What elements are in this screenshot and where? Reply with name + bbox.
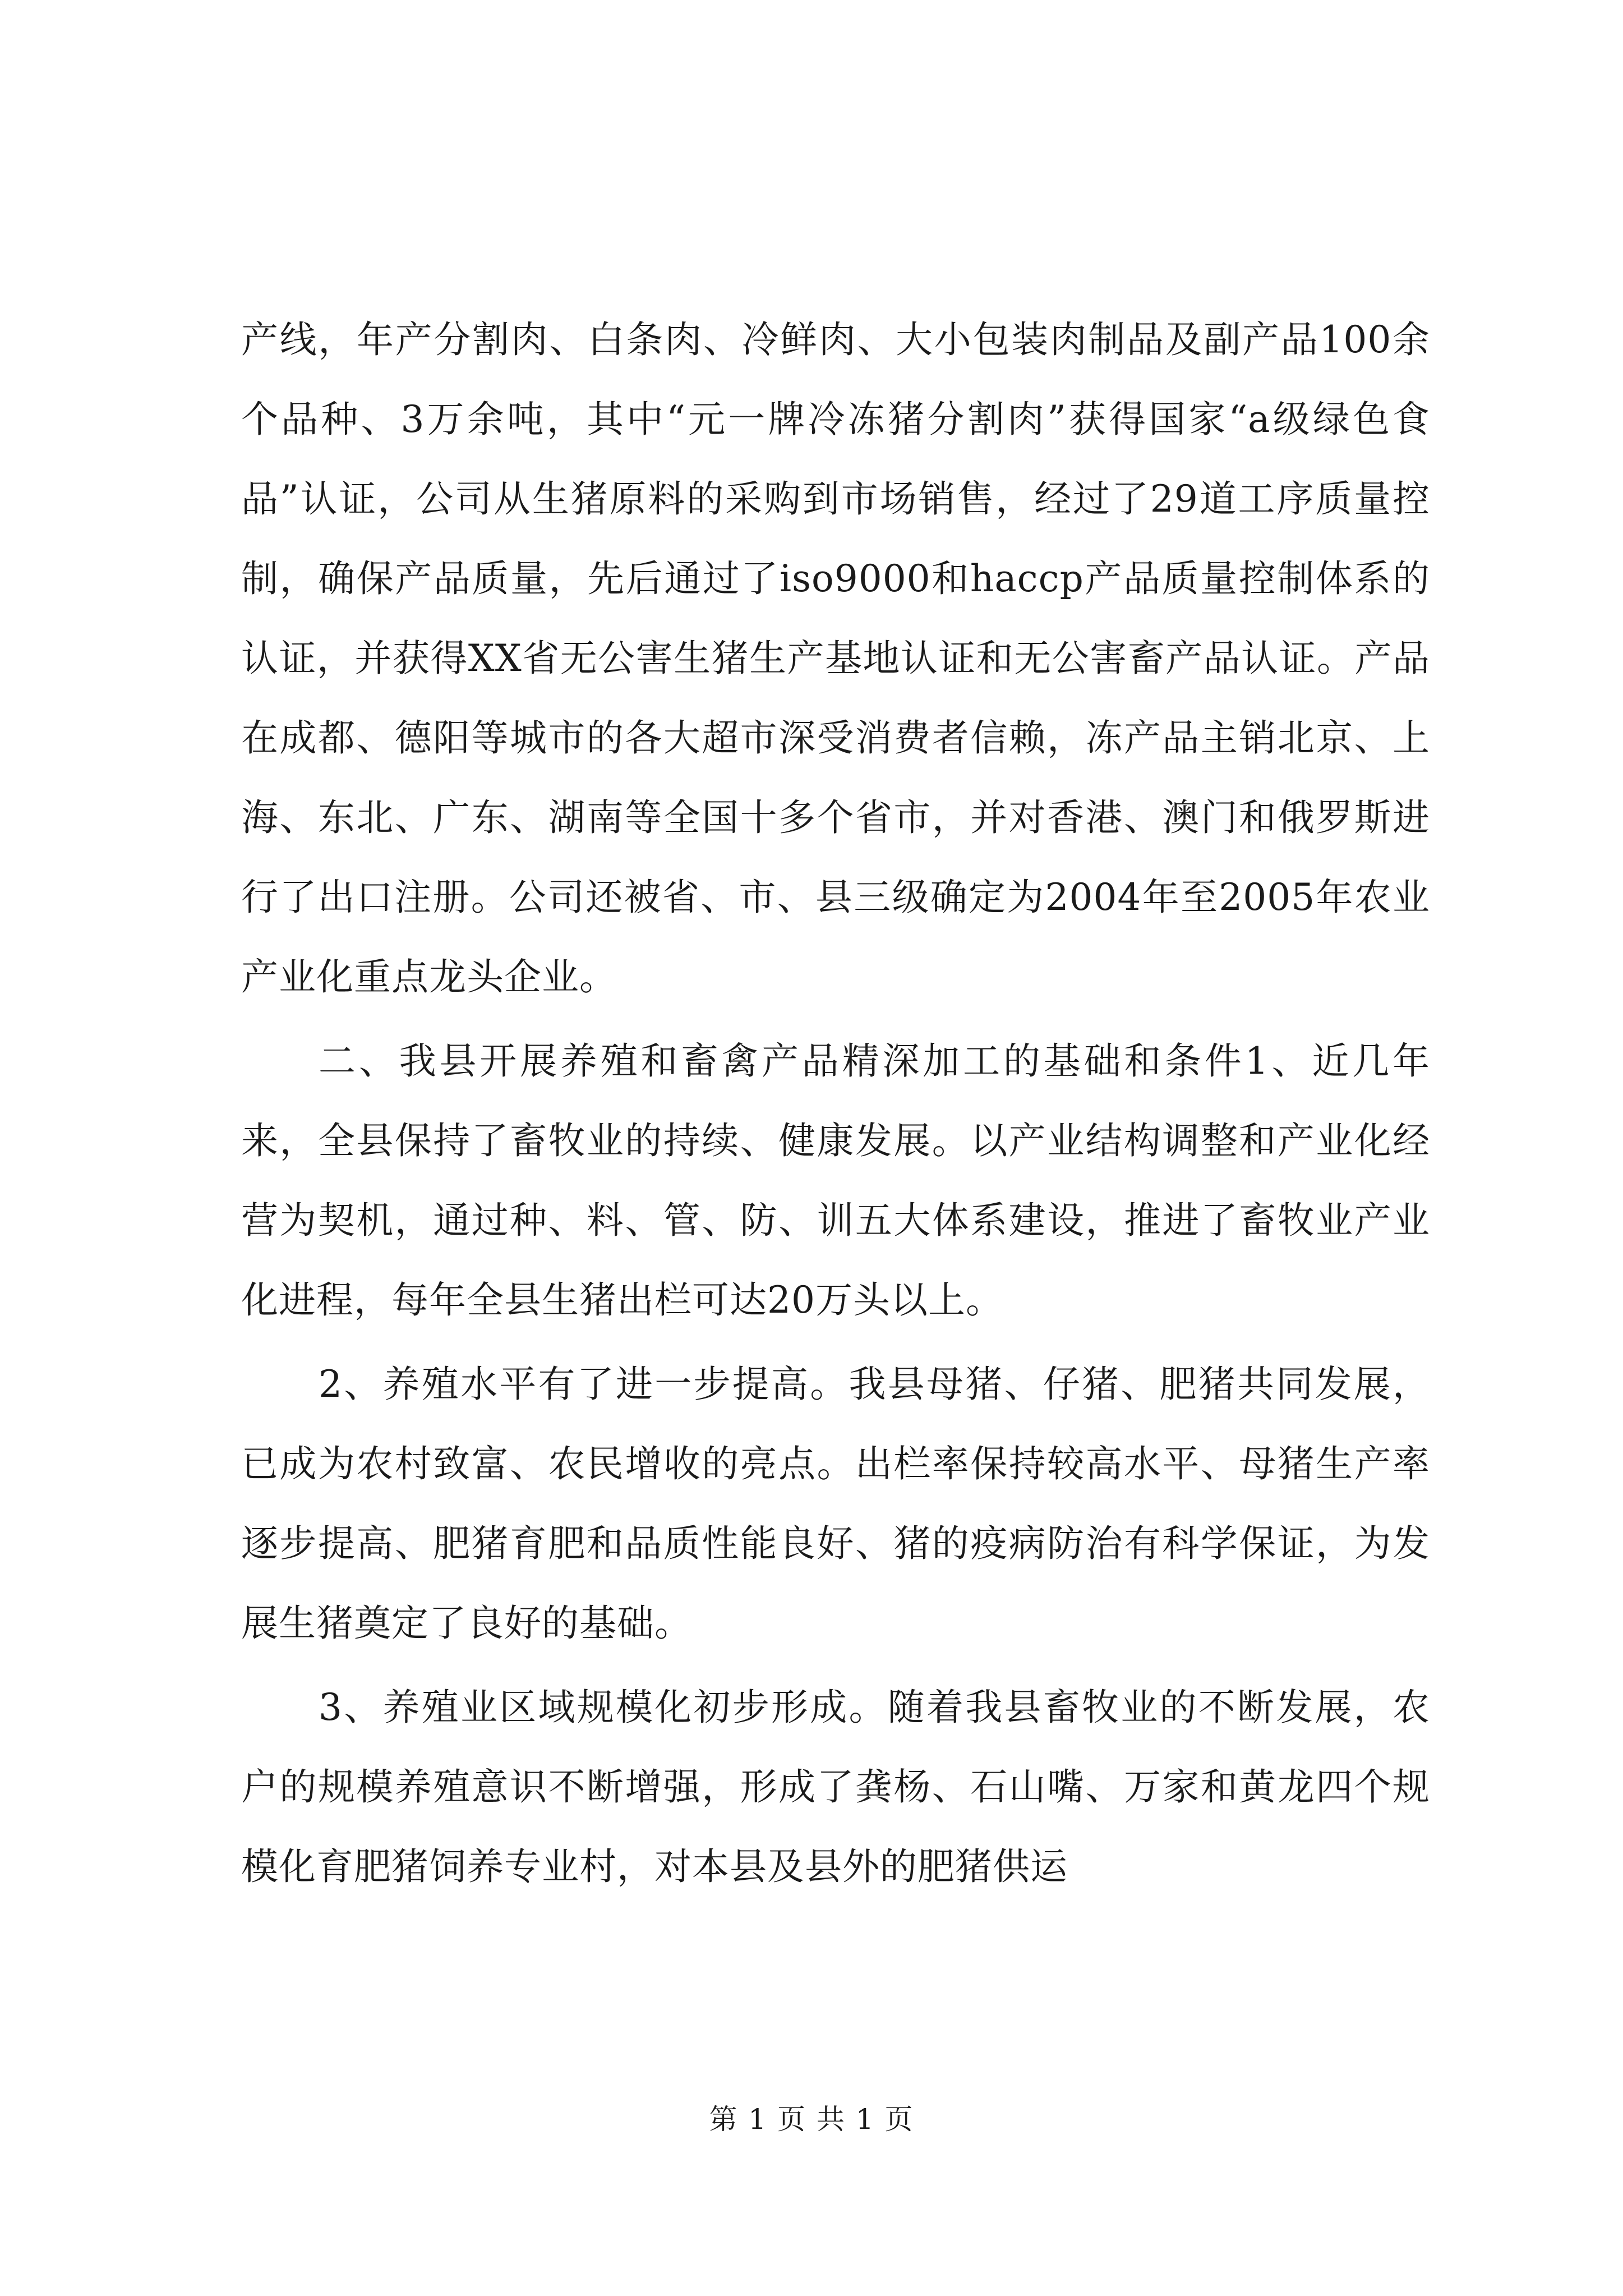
document-body (241, 300, 1430, 1907)
paragraph-section-two: 二、我县开展养殖和畜禽产品精深加工的基础和条件1、近几年来，全县保持了畜牧业的持续、健康发展。以产业结构调整和产业化经营为契机，通过种、料、管、防、训五大体系建设，推进了畜牧业产业化进程，每年全县生猪出栏可达20万头以上。 (241, 1039, 1430, 1322)
paragraph-item-three: 3、养殖业区域规模化初步形成。随着我县畜牧业的不断发展，农户的规模养殖意识不断增强，形成了龚杨、石山嘴、万家和黄龙四个规模化育肥猪饲养专业村，对本县及县外的肥猪供运 (241, 1686, 1430, 1888)
paragraph-item-two: 2、养殖水平有了进一步提高。我县母猪、仔猪、肥猪共同发展，已成为农村致富、农民增收的亮点。出栏率保持较高水平、母猪生产率逐步提高、肥猪育肥和品质性能良好、猪的疫病防治有科学保证，为发展生猪奠定了良好的基础。 (241, 1363, 1430, 1645)
page-number-footer: 第 1 页 共 1 页 (709, 2103, 914, 2136)
paragraph-continuation: 产线，年产分割肉、白条肉、冷鲜肉、大小包装肉制品及副产品100余个品种、3万余吨，其中“元一牌冷冻猪分割肉”获得国家“a级绿色食品”认证，公司从生猪原料的采购到市场销售，经过了29道工序质量控制，确保产品质量，先后通过了iso9000和haccp产品质量控制体系的认证，并获得XX省无公害生猪生产基地认证和无公害畜产品认证。产品在成都、德阳等城市的各大超市深受消费者信赖，冻产品主销北京、上海、东北、广东、湖南等全国十多个省市，并对香港、澳门和俄罗斯进行了出口注册。公司还被省、市、县三级确定为2004年至2005年农业产业化重点龙头企业。 (241, 318, 1430, 999)
